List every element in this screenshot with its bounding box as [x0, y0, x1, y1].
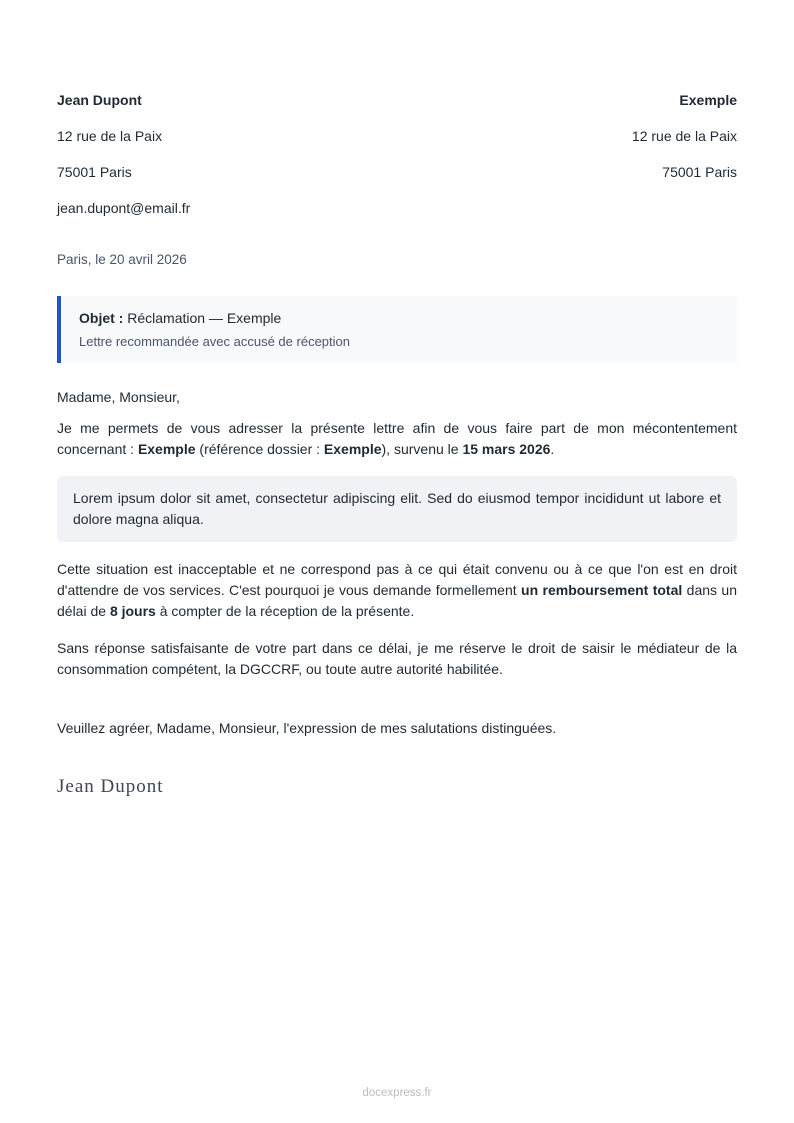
paragraph-demand [57, 559, 737, 622]
paragraph-warning: Sans réponse satisfaisante de votre part dans ce délai, je me réserve le droit de saisir le médiateur de la consommation compétent, la DGCCRF, ou toute autre autorité habilitée. [57, 640, 737, 677]
paragraph-intro-bold-2: Exemple [323, 441, 382, 457]
subject-line [79, 308, 721, 329]
closing-formula: Veuillez agréer, Madame, Monsieur, l'expression de mes salutations distinguées. [57, 720, 557, 736]
paragraph-intro-text-2: (référence dossier : [195, 441, 324, 457]
paragraph-demand-bold-2: 8 jours [109, 603, 156, 619]
footer-branding: docexpress.fr [362, 1087, 432, 1099]
paragraph-demand-text-1: Cette situation est inacceptable et ne correspond pas à ce qui était convenu ou à ce que l'on est en droit d'attendre de vos services. C'est pourquoi je vous demande formellement [57, 561, 737, 598]
subject-box [57, 296, 737, 363]
address-header [57, 90, 737, 219]
recipient-name: Exemple [679, 92, 737, 108]
letter-body [57, 387, 737, 739]
sender-address-line1: 12 rue de la Paix [57, 128, 163, 144]
recipient-address-line1: 12 rue de la Paix [631, 128, 737, 144]
subject-title: Réclamation — Exemple [123, 310, 282, 326]
sender-name: Jean Dupont [57, 92, 142, 108]
sender-address-line2: 75001 Paris [57, 164, 132, 180]
sender-block [57, 90, 190, 219]
paragraph-intro-bold-1: Exemple [137, 441, 196, 457]
paragraph-demand-bold-1: un remboursement total [521, 582, 683, 598]
description-quote-text: Lorem ipsum dolor sit amet, consectetur adipiscing elit. Sed do eiusmod tempor incididunt ut labore et dolore magna aliqua. [73, 490, 721, 527]
paragraph-intro-text-3: ), survenu le [381, 441, 463, 457]
description-quote-box [57, 476, 737, 542]
subject-subtitle: Lettre recommandée avec accusé de réception [79, 334, 350, 349]
paragraph-intro-text-4: . [550, 441, 555, 457]
paragraph-demand-text-2: dans un délai de [57, 582, 737, 619]
recipient-block [632, 90, 737, 183]
paragraph-demand-text-3: à compter de la réception de la présente. [155, 603, 415, 619]
subject-label: Objet : [79, 310, 124, 326]
sender-email: jean.dupont@email.fr [57, 200, 191, 216]
salutation: Madame, Monsieur, [57, 389, 180, 405]
dateline: Paris, le 20 avril 2026 [57, 252, 187, 267]
paragraph-intro-text-1: Je me permets de vous adresser la présente lettre afin de vous faire part de mon mécontentement concernant : [57, 420, 737, 457]
signature: Jean Dupont [57, 776, 164, 797]
paragraph-intro [57, 418, 737, 460]
paragraph-intro-bold-3: 15 mars 2026 [462, 441, 551, 457]
recipient-address-line2: 75001 Paris [662, 164, 737, 180]
